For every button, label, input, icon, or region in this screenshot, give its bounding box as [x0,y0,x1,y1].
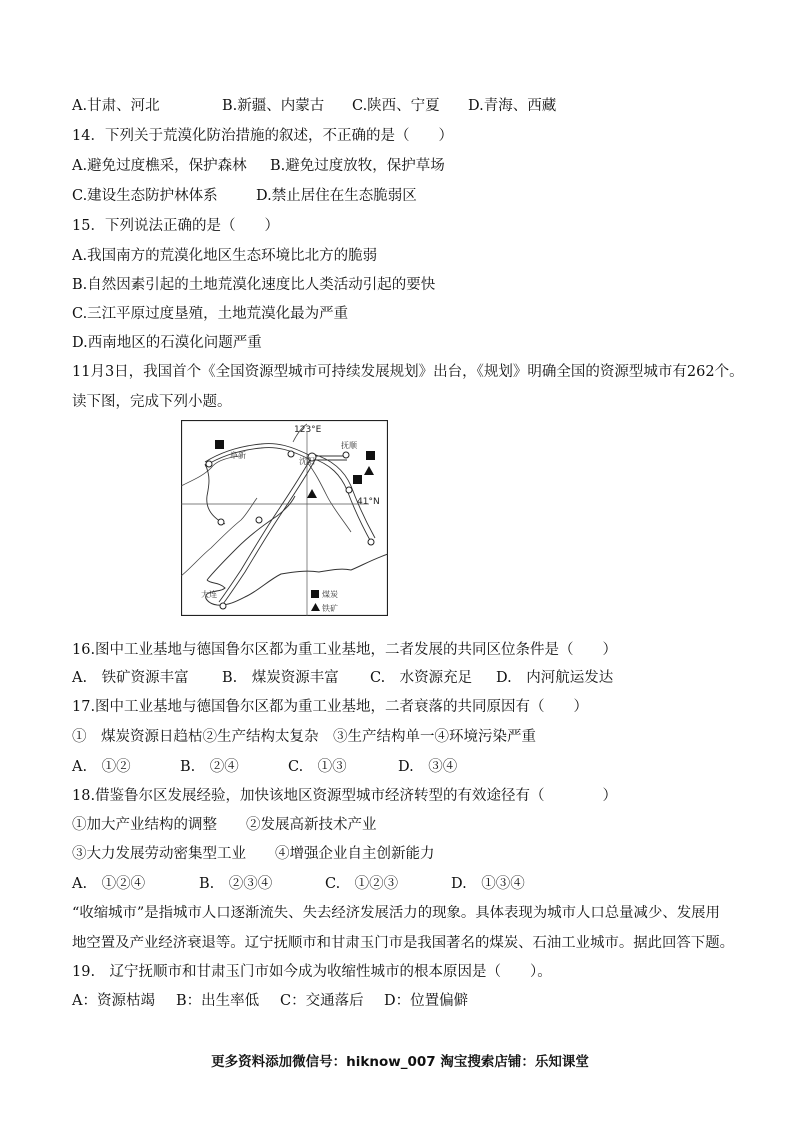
intro-text: 11月3日，我国首个《全国资源型城市可持续发展规划》出台，《规划》明确全国的资源型城市有262个。 [72,364,744,380]
shrinking-city-paragraph-1: “收缩城市”是指城市人口逐渐流失、失去经济发展活力的现象。具体表现为城市人口总量减少、发展用 [72,905,720,921]
q18-items-1: ①加大产业结构的调整 ②发展高新技术产业 [72,817,377,833]
q18-option-b: B. ②③④ [199,876,273,892]
q14-options-cd [72,186,417,206]
q18-option-c: C. ①②③ [325,876,399,892]
q18-items-2: ③大力发展劳动密集型工业 ④增强企业自主创新能力 [72,846,435,862]
q16-stem: 16.图中工业基地与德国鲁尔区都为重工业基地，二者发展的共同区位条件是（ ） [72,642,618,658]
q19-option-b: B：出生率低 [176,993,260,1009]
footer-promo: 更多资料添加微信号：hiknow_007 淘宝搜索店铺：乐知课堂 [211,1054,589,1070]
q13-option-c: C.陕西、宁夏 [352,98,440,114]
q13-options [72,96,556,116]
q14-stem: 14．下列关于荒漠化防治措施的叙述，不正确的是（ ） [72,128,453,144]
city-label-fushun: 抚顺 [341,441,357,450]
q14-option-a: A.避免过度樵采，保护森林 [72,158,247,174]
q17-items: ① 煤炭资源日趋枯②生产结构太复杂 ③生产结构单一④环境污染严重 [72,729,536,745]
q15-option-a: A.我国南方的荒漠化地区生态环境比北方的脆弱 [72,248,378,264]
q19-options [72,991,468,1011]
q18-option-a: A. ①②④ [72,876,146,892]
city-label-shenyang: 沈阳 [299,457,315,466]
q13-option-d: D.青海、西藏 [468,98,557,114]
longitude-label: 123°E [294,425,322,435]
q18-option-d: D. ①③④ [451,876,525,892]
q17-option-c: C. ①③ [288,759,347,775]
q19-option-d: D：位置偏僻 [384,993,469,1009]
q14-option-b: B.避免过度放牧，保护草场 [270,158,445,174]
q18-options [72,874,525,894]
q15-option-b: B.自然因素引起的土地荒漠化速度比人类活动引起的要快 [72,277,436,293]
city-label-dalian: 大连 [201,590,217,599]
legend-coal-label: 煤炭 [322,590,338,599]
q15-option-c: C.三江平原过度垦殖，土地荒漠化最为严重 [72,306,349,322]
q19-option-c: C：交通落后 [280,993,364,1009]
q14-option-d: D.禁止居住在生态脆弱区 [256,188,417,204]
q19-option-a: A：资源枯竭 [72,993,155,1009]
q15-option-d: D.西南地区的石漠化问题严重 [72,335,262,351]
q14-option-c: C.建设生态防护林体系 [72,188,218,204]
q14-options-ab [72,156,445,176]
q16-option-d: D. 内河航运发达 [496,670,614,686]
q16-option-b: B. 煤炭资源丰富 [222,670,339,686]
q19-stem: 19. 辽宁抚顺市和甘肃玉门市如今成为收缩性城市的根本原因是（ ）。 [72,964,552,980]
q18-stem: 18.借鉴鲁尔区发展经验，加快该地区资源型城市经济转型的有效途径有（ ） [72,788,618,804]
q17-options [72,757,457,777]
q16-options [72,668,613,688]
shrinking-city-paragraph-2: 地空置及产业经济衰退等。辽宁抚顺市和甘肃玉门市是我国著名的煤炭、石油工业城市。据此回答下题。 [72,935,734,951]
q13-option-a: A.甘肃、河北 [72,98,160,114]
q13-option-b: B.新疆、内蒙古 [222,98,325,114]
city-label-fuxin: 阜新 [230,451,246,460]
liaoning-map [181,420,388,616]
q17-stem: 17.图中工业基地与德国鲁尔区都为重工业基地，二者衰落的共同原因有（ ） [72,699,589,715]
q15-stem: 15．下列说法正确的是（ ） [72,218,279,234]
intro-instruction: 读下图，完成下列小题。 [72,394,232,410]
q16-option-c: C. 水资源充足 [370,670,473,686]
latitude-label: 41°N [357,497,380,507]
q17-option-d: D. ③④ [398,759,458,775]
q17-option-b: B. ②④ [180,759,239,775]
legend-iron-label: 铁矿 [322,604,338,613]
q17-option-a: A. ①② [72,759,131,775]
q16-option-a: A. 铁矿资源丰富 [72,670,189,686]
